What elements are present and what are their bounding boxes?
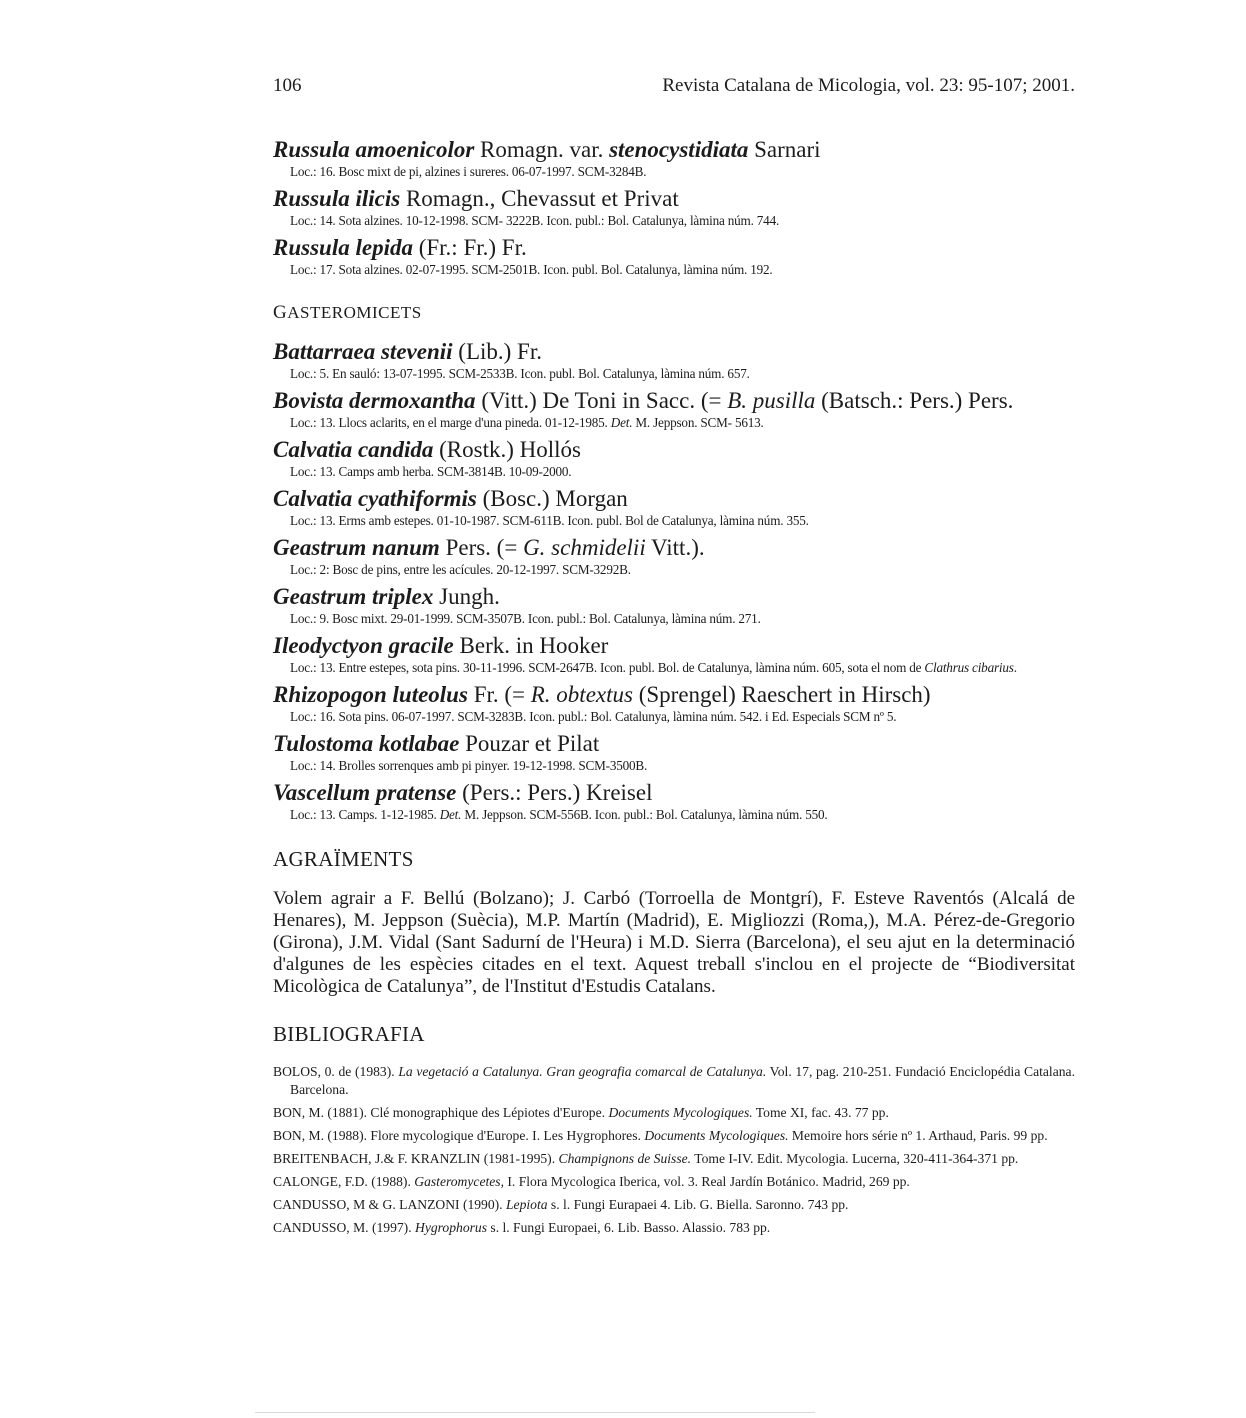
species-entry <box>273 185 1075 229</box>
species-entry <box>273 730 1075 774</box>
species-locality: Loc.: 16. Sota pins. 06-07-1997. SCM-3283B. Icon. publ.: Bol. Catalunya, làmina núm. 542. i Ed. Especials SCM nº 5. <box>290 709 897 724</box>
section-heading-gasteromicets: GASTEROMICETS <box>273 302 422 323</box>
species-name: Tulostoma kotlabae Pouzar et Pilat <box>273 731 600 756</box>
acknowledgements-heading: AGRAÏMENTS <box>273 847 414 871</box>
bibliography-entry: CANDUSSO, M. (1997). Hygrophorus s. l. Fungi Europaei, 6. Lib. Basso. Alassio. 783 pp. <box>273 1220 771 1235</box>
species-entry <box>273 583 1075 627</box>
bibliography-entry: CALONGE, F.D. (1988). Gasteromycetes, I. Flora Mycologica Iberica, vol. 3. Real Jardín Botánico. Madrid, 269 pp. <box>273 1174 910 1189</box>
species-entry <box>273 136 1075 180</box>
species-name: Vascellum pratense (Pers.: Pers.) Kreisel <box>273 780 653 805</box>
species-locality: Loc.: 13. Camps amb herba. SCM-3814B. 10-09-2000. <box>290 464 572 479</box>
species-entry <box>273 387 1075 431</box>
species-locality: Loc.: 14. Brolles sorrenques amb pi pinyer. 19-12-1998. SCM-3500B. <box>290 758 648 773</box>
species-locality: Loc.: 9. Bosc mixt. 29-01-1999. SCM-3507B. Icon. publ.: Bol. Catalunya, làmina núm. 271. <box>290 611 761 626</box>
species-locality: Loc.: 5. En sauló: 13-07-1995. SCM-2533B. Icon. publ. Bol. Catalunya, làmina núm. 657. <box>290 366 750 381</box>
species-entry <box>273 485 1075 529</box>
bibliography-entry: BREITENBACH, J.& F. KRANZLIN (1981-1995). Champignons de Suisse. Tome I-IV. Edit. Mycologia. Lucerna, 320-411-364-371 pp. <box>273 1151 1019 1166</box>
species-locality: Loc.: 13. Llocs aclarits, en el marge d'una pineda. 01-12-1985. Det. M. Jeppson. SCM- 5613. <box>290 415 764 430</box>
species-entry <box>273 436 1075 480</box>
species-name: Calvatia cyathiformis (Bosc.) Morgan <box>273 486 628 511</box>
bibliography-heading: BIBLIOGRAFIA <box>273 1022 425 1046</box>
species-entry <box>273 779 1075 823</box>
species-locality: Loc.: 16. Bosc mixt de pi, alzines i sureres. 06-07-1997. SCM-3284B. <box>290 164 647 179</box>
species-name: Russula lepida (Fr.: Fr.) Fr. <box>273 235 527 260</box>
species-locality: Loc.: 14. Sota alzines. 10-12-1998. SCM- 3222B. Icon. publ.: Bol. Catalunya, làmina núm. 744. <box>290 213 780 228</box>
journal-reference: Revista Catalana de Micologia, vol. 23: 95-107; 2001. <box>662 75 1075 96</box>
species-name: Geastrum triplex Jungh. <box>273 584 500 609</box>
species-locality: Loc.: 13. Erms amb estepes. 01-10-1987. SCM-611B. Icon. publ. Bol de Catalunya, làmina núm. 355. <box>290 513 809 528</box>
species-locality: Loc.: 13. Camps. 1-12-1985. Det. M. Jeppson. SCM-556B. Icon. publ.: Bol. Catalunya, làmina núm. 550. <box>290 807 828 822</box>
bibliography-entry: BON, M. (1988). Flore mycologique d'Europe. I. Les Hygrophores. Documents Mycologiques. Memoire hors série nº 1. Arthaud, Paris. 99 pp. <box>273 1128 1048 1143</box>
species-name: Geastrum nanum Pers. (= G. schmidelii Vitt.). <box>273 535 705 560</box>
page-content <box>273 136 1075 1242</box>
species-name: Calvatia candida (Rostk.) Hollós <box>273 437 581 462</box>
bibliography-entry: BON, M. (1881). Clé monographique des Lépiotes d'Europe. Documents Mycologiques. Tome XI, fac. 43. 77 pp. <box>273 1105 889 1120</box>
species-entry <box>273 234 1075 278</box>
scan-edge-line <box>255 1412 815 1413</box>
species-name: Rhizopogon luteolus Fr. (= R. obtextus (Sprengel) Raeschert in Hirsch) <box>273 682 931 707</box>
bibliography-entry: BOLOS, 0. de (1983). La vegetació a Catalunya. Gran geografia comarcal de Catalunya. Vol. 17, pag. 210-251. Fundació Enciclopédia Catalana. Barcelona. <box>273 1064 1075 1097</box>
species-name: Russula amoenicolor Romagn. var. stenocystidiata Sarnari <box>273 137 821 162</box>
species-name: Ileodyctyon gracile Berk. in Hooker <box>273 633 609 658</box>
species-locality: Loc.: 17. Sota alzines. 02-07-1995. SCM-2501B. Icon. publ. Bol. Catalunya, làmina núm. 192. <box>290 262 773 277</box>
species-entry <box>273 338 1075 382</box>
species-locality: Loc.: 13. Entre estepes, sota pins. 30-11-1996. SCM-2647B. Icon. publ. Bol. de Catalunya, làmina núm. 605, sota el nom de Clathrus cibarius. <box>290 660 1017 675</box>
species-name: Battarraea stevenii (Lib.) Fr. <box>273 339 542 364</box>
species-entry <box>273 534 1075 578</box>
species-name: Russula ilicis Romagn., Chevassut et Privat <box>273 186 679 211</box>
species-entry <box>273 632 1075 676</box>
page-number: 106 <box>273 75 302 96</box>
bibliography-entry: CANDUSSO, M & G. LANZONI (1990). Lepiota s. l. Fungi Eurapaei 4. Lib. G. Biella. Saronno. 743 pp. <box>273 1197 849 1212</box>
acknowledgements-text: Volem agrair a F. Bellú (Bolzano); J. Carbó (Torroella de Montgrí), F. Esteve Raventós (Alcalá de Henares), M. Jeppson (Suècia), M.P. Martín (Madrid), E. Migliozzi (Roma,), M.A. Pérez-de-Gregorio (Girona), J.M. Vidal (Sant Sadurní de l'Heura) i M.D. Sierra (Barcelona), el seu ajut en la determinació d'algunes de les espècies citades en el text. Aquest treball s'inclou en el projecte de “Biodiversitat Micològica de Catalunya”, de l'Institut d'Estudis Catalans. <box>273 888 1075 997</box>
species-name: Bovista dermoxantha (Vitt.) De Toni in Sacc. (= B. pusilla (Batsch.: Pers.) Pers. <box>273 388 1014 413</box>
species-entry <box>273 681 1075 725</box>
species-locality: Loc.: 2: Bosc de pins, entre les acícules. 20-12-1997. SCM-3292B. <box>290 562 631 577</box>
